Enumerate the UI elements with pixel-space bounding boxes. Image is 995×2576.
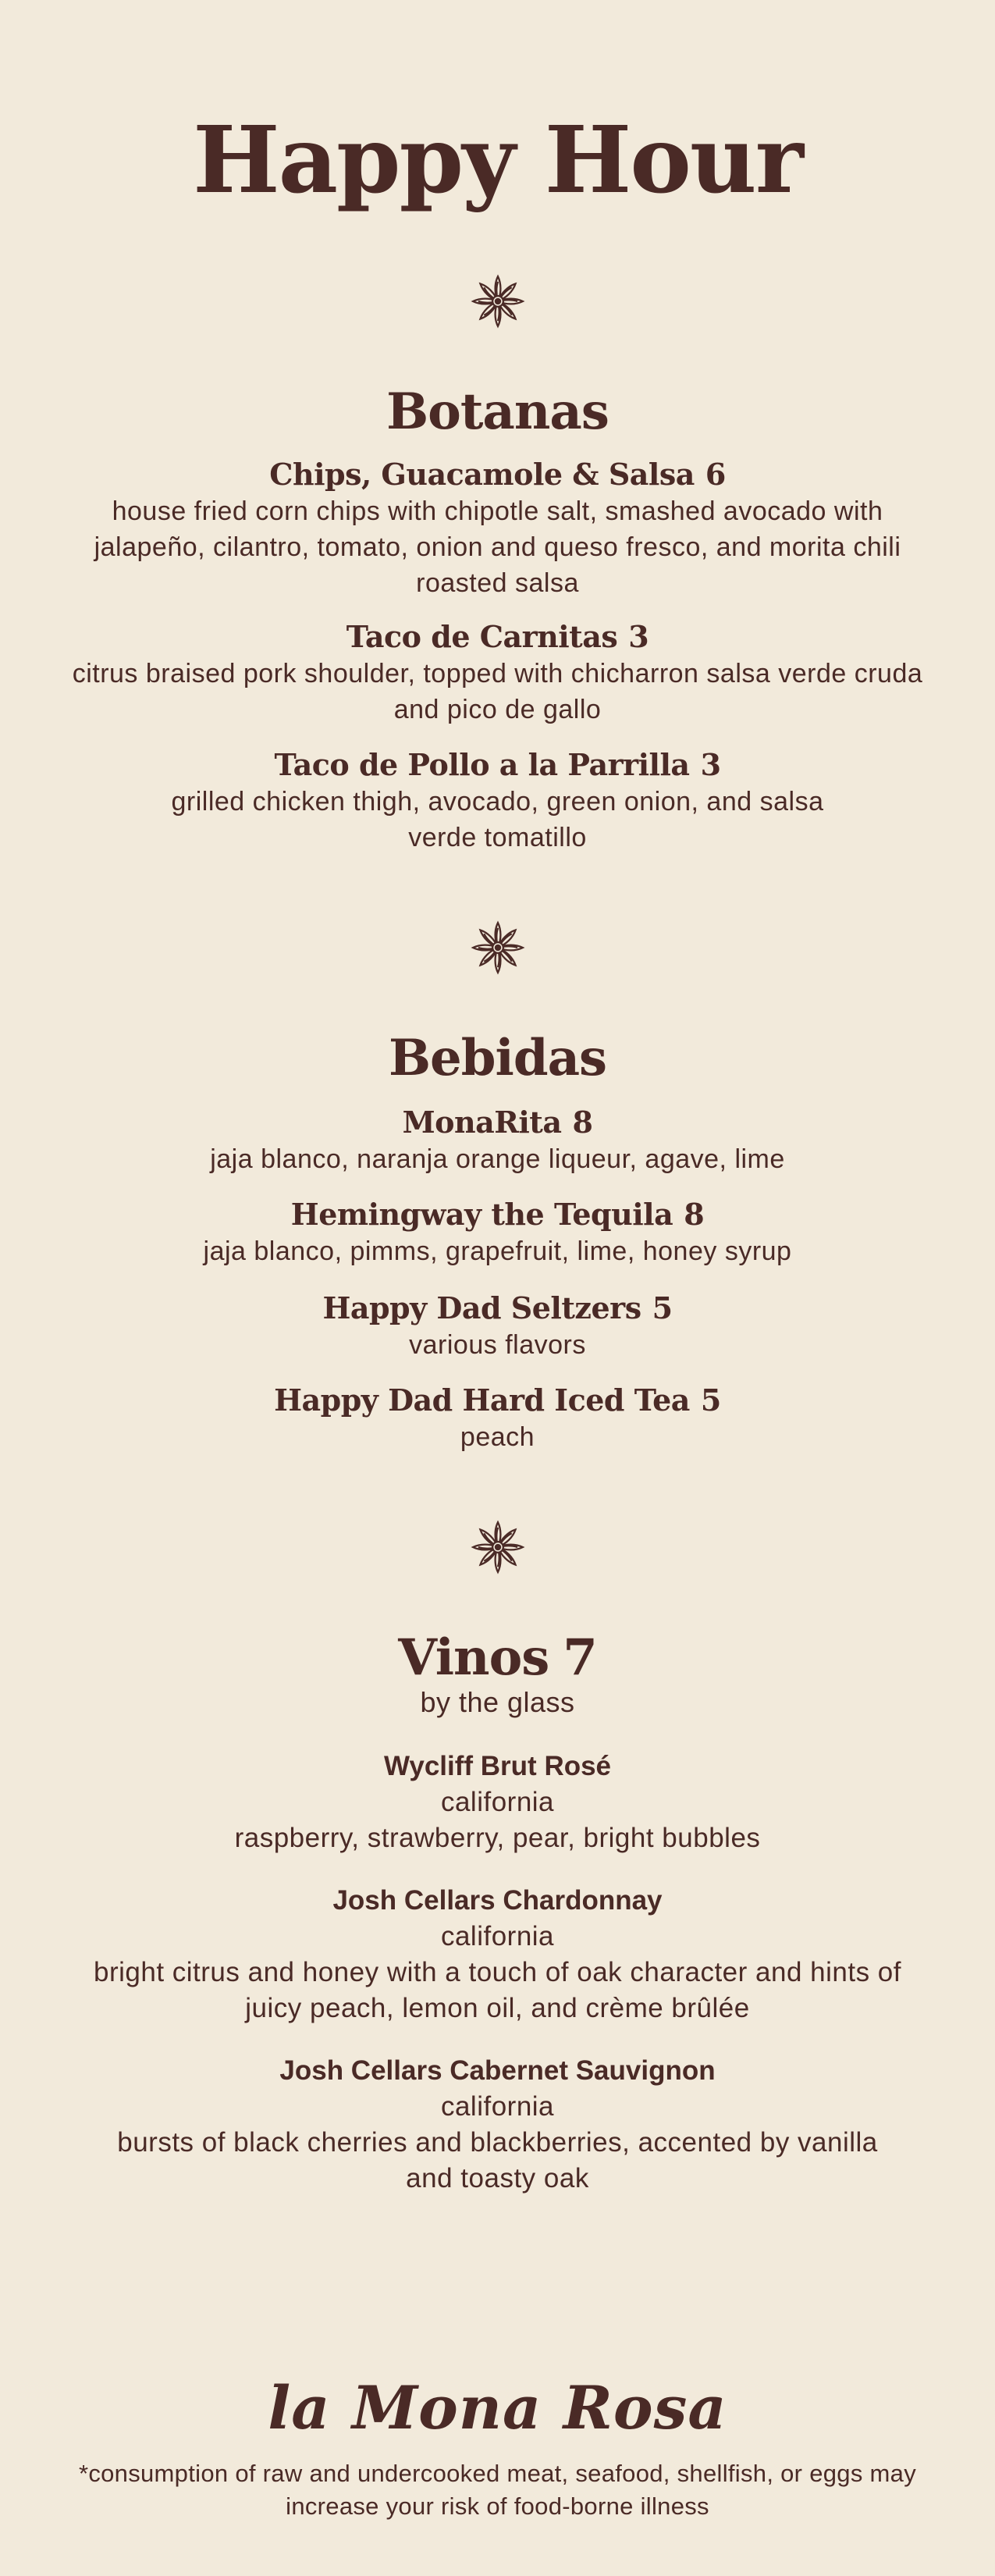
- item-description: jaja blanco, naranja orange liqueur, agave, lime: [210, 1144, 785, 1174]
- health-disclaimer: *consumption of raw and undercooked meat, seafood, shellfish, or eggs may increase your risk of food-borne illness: [78, 2460, 917, 2520]
- wine-item: [47, 1749, 948, 1856]
- brand-logo: la Mona Rosa: [268, 2373, 727, 2443]
- menu-item: [47, 1290, 948, 1363]
- item-name: Chips, Guacamole & Salsa: [269, 457, 695, 492]
- section-title-botanas: Botanas: [386, 382, 609, 441]
- item-description: peach: [460, 1422, 535, 1452]
- wine-notes: raspberry, strawberry, pear, bright bubbles: [234, 1823, 761, 1853]
- menu-item: [47, 1196, 948, 1269]
- flower-ornament-icon: [468, 918, 528, 977]
- item-description: grilled chicken thigh, avocado, green onion, and salsa verde tomatillo: [171, 787, 824, 852]
- flower-ornament-icon: [468, 1517, 528, 1577]
- item-price: 5: [700, 1382, 721, 1418]
- flower-ornament-icon: [468, 272, 528, 331]
- item-name: Hemingway the Tequila: [290, 1197, 673, 1232]
- section-subtitle: by the glass: [420, 1686, 575, 1718]
- wine-region: california: [440, 2091, 555, 2122]
- item-name: Happy Dad Seltzers: [322, 1290, 641, 1325]
- item-price: 8: [684, 1197, 705, 1232]
- wine-notes: bursts of black cherries and blackberries, accented by vanilla and toasty oak: [117, 2127, 878, 2194]
- menu-item: [47, 456, 948, 601]
- item-price: 3: [628, 619, 649, 654]
- menu-item: [47, 618, 948, 728]
- item-name: MonaRita: [402, 1105, 562, 1140]
- item-description: various flavors: [409, 1330, 586, 1360]
- wine-name: Wycliff Brut Rosé: [383, 1751, 612, 1781]
- section-price: 7: [563, 1628, 597, 1687]
- section-title-bebidas: Bebidas: [388, 1029, 607, 1087]
- item-description: citrus braised pork shoulder, topped with chicharron salsa verde cruda and pico de gallo: [72, 659, 923, 724]
- item-name: Taco de Carnitas: [346, 619, 618, 654]
- menu-item: [47, 1104, 948, 1177]
- item-price: 3: [700, 747, 721, 782]
- item-price: 5: [652, 1290, 673, 1325]
- item-name: Happy Dad Hard Iced Tea: [274, 1382, 690, 1418]
- item-description: jaja blanco, pimms, grapefruit, lime, honey syrup: [203, 1236, 792, 1266]
- wine-name: Josh Cellars Cabernet Sauvignon: [279, 2055, 716, 2086]
- item-price: 8: [572, 1105, 593, 1140]
- page-title: Happy Hour: [193, 105, 802, 214]
- wine-region: california: [440, 1787, 555, 1817]
- item-name: Taco de Pollo a la Parrilla: [274, 747, 690, 782]
- wine-item: [47, 2053, 948, 2197]
- section-title-text: Vinos: [398, 1628, 549, 1687]
- wine-item: [47, 1883, 948, 2026]
- item-price: 6: [705, 457, 726, 492]
- menu-item: [47, 746, 948, 856]
- menu-item: [47, 1382, 948, 1455]
- item-description: house fried corn chips with chipotle salt, smashed avocado with jalapeño, cilantro, tomato, onion and queso fresco, and morita chili roasted salsa: [94, 496, 901, 598]
- wine-name: Josh Cellars Chardonnay: [332, 1885, 663, 1916]
- wine-region: california: [440, 1921, 555, 1952]
- section-title-vinos: [0, 1627, 995, 1689]
- wine-notes: bright citrus and honey with a touch of oak character and hints of juicy peach, lemon oil, and crème brûlée: [94, 1957, 901, 2023]
